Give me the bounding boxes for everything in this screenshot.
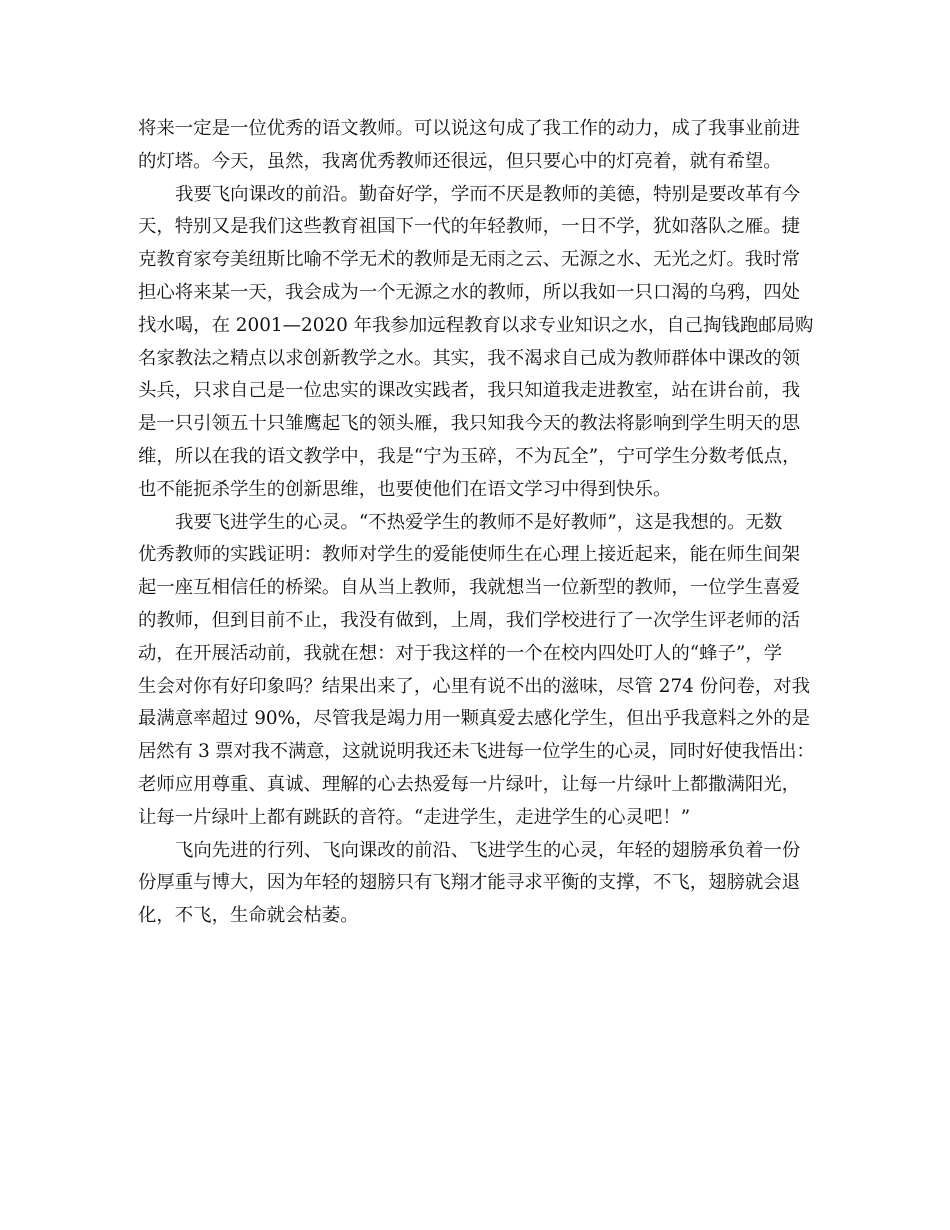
text-line: 老师应用尊重、真诚、理解的心去热爱每一片绿叶，让每一片绿叶上都撒满阳光， xyxy=(138,773,801,795)
text-line: 让每一片绿叶上都有跳跃的音符。“走进学生，走进学生的心灵吧！” xyxy=(138,806,691,828)
text-line: 是一只引领五十只雏鹰起飞的领头雁，我只知我今天的教法将影响到学生明天的思 xyxy=(138,413,801,435)
text-line: 的灯塔。今天，虽然，我离优秀教师还很远，但只要心中的灯亮着，就有希望。 xyxy=(138,150,782,172)
text-line: 份厚重与博大，因为年轻的翅膀只有飞翔才能寻求平衡的支撑，不飞，翅膀就会退 xyxy=(138,872,801,894)
text-line: 居然有 3 票对我不满意，这就说明我还未飞进每一位学生的心灵，同时好使我悟出： xyxy=(138,741,815,763)
text-line: 将来一定是一位优秀的语文教师。可以说这句成了我工作的动力，成了我事业前进 xyxy=(138,118,801,139)
paragraph-first-line: 我要飞进学生的心灵。“不热爱学生的教师不是好教师”，这是我想的。无数 xyxy=(175,511,783,533)
text-line: 也不能扼杀学生的创新思维，也要使他们在语文学习中得到快乐。 xyxy=(138,478,672,500)
paragraph-first-line: 我要飞向课改的前沿。勤奋好学，学而不厌是教师的美德，特别是要改革有今 xyxy=(175,183,801,205)
text-line: 动，在开展活动前，我就在想：对于我这样的一个在校内四处叮人的“蜂子”，学 xyxy=(138,642,783,664)
text-line: 化，不飞，生命就会枯萎。 xyxy=(138,905,359,927)
text-line: 优秀教师的实践证明：教师对学生的爱能使师生在心理上接近起来，能在师生间架 xyxy=(138,544,801,566)
text-line: 天，特别又是我们这些教育祖国下一代的年轻教师，一日不学，犹如落队之雁。捷 xyxy=(138,216,801,238)
text-line: 最满意率超过 90%，尽管我是竭力用一颗真爱去感化学生，但出乎我意料之外的是 xyxy=(138,708,811,730)
text-line: 头兵，只求自己是一位忠实的课改实践者，我只知道我走进教室，站在讲台前，我 xyxy=(138,380,801,402)
text-line: 找水喝，在 2001—2020 年我参加远程教育以求专业知识之水，自己掏钱跑邮局购 xyxy=(138,314,814,336)
text-line: 起一座互相信任的桥梁。自从当上教师，我就想当一位新型的教师，一位学生喜爱 xyxy=(138,577,801,599)
text-line: 生会对你有好印象吗？结果出来了，心里有说不出的滋味，尽管 274 份问卷，对我 xyxy=(138,675,811,697)
text-line: 担心将来某一天，我会成为一个无源之水的教师，所以我如一只口渴的乌鸦，四处 xyxy=(138,281,801,303)
paragraph-first-line: 飞向先进的行列、飞向课改的前沿、飞进学生的心灵，年轻的翅膀承负着一份 xyxy=(175,839,801,861)
text-line: 的教师，但到目前不止，我没有做到，上周，我们学校进行了一次学生评老师的活 xyxy=(138,609,801,631)
text-line: 克教育家夸美纽斯比喻不学无术的教师是无雨之云、无源之水、无光之灯。我时常 xyxy=(138,249,801,271)
document-body xyxy=(138,113,814,933)
text-line: 名家教法之精点以求创新教学之水。其实，我不渴求自己成为教师群体中课改的领 xyxy=(138,347,801,369)
text-line: 维，所以在我的语文教学中，我是“宁为玉碎，不为瓦全”，宁可学生分数考低点， xyxy=(138,445,801,467)
